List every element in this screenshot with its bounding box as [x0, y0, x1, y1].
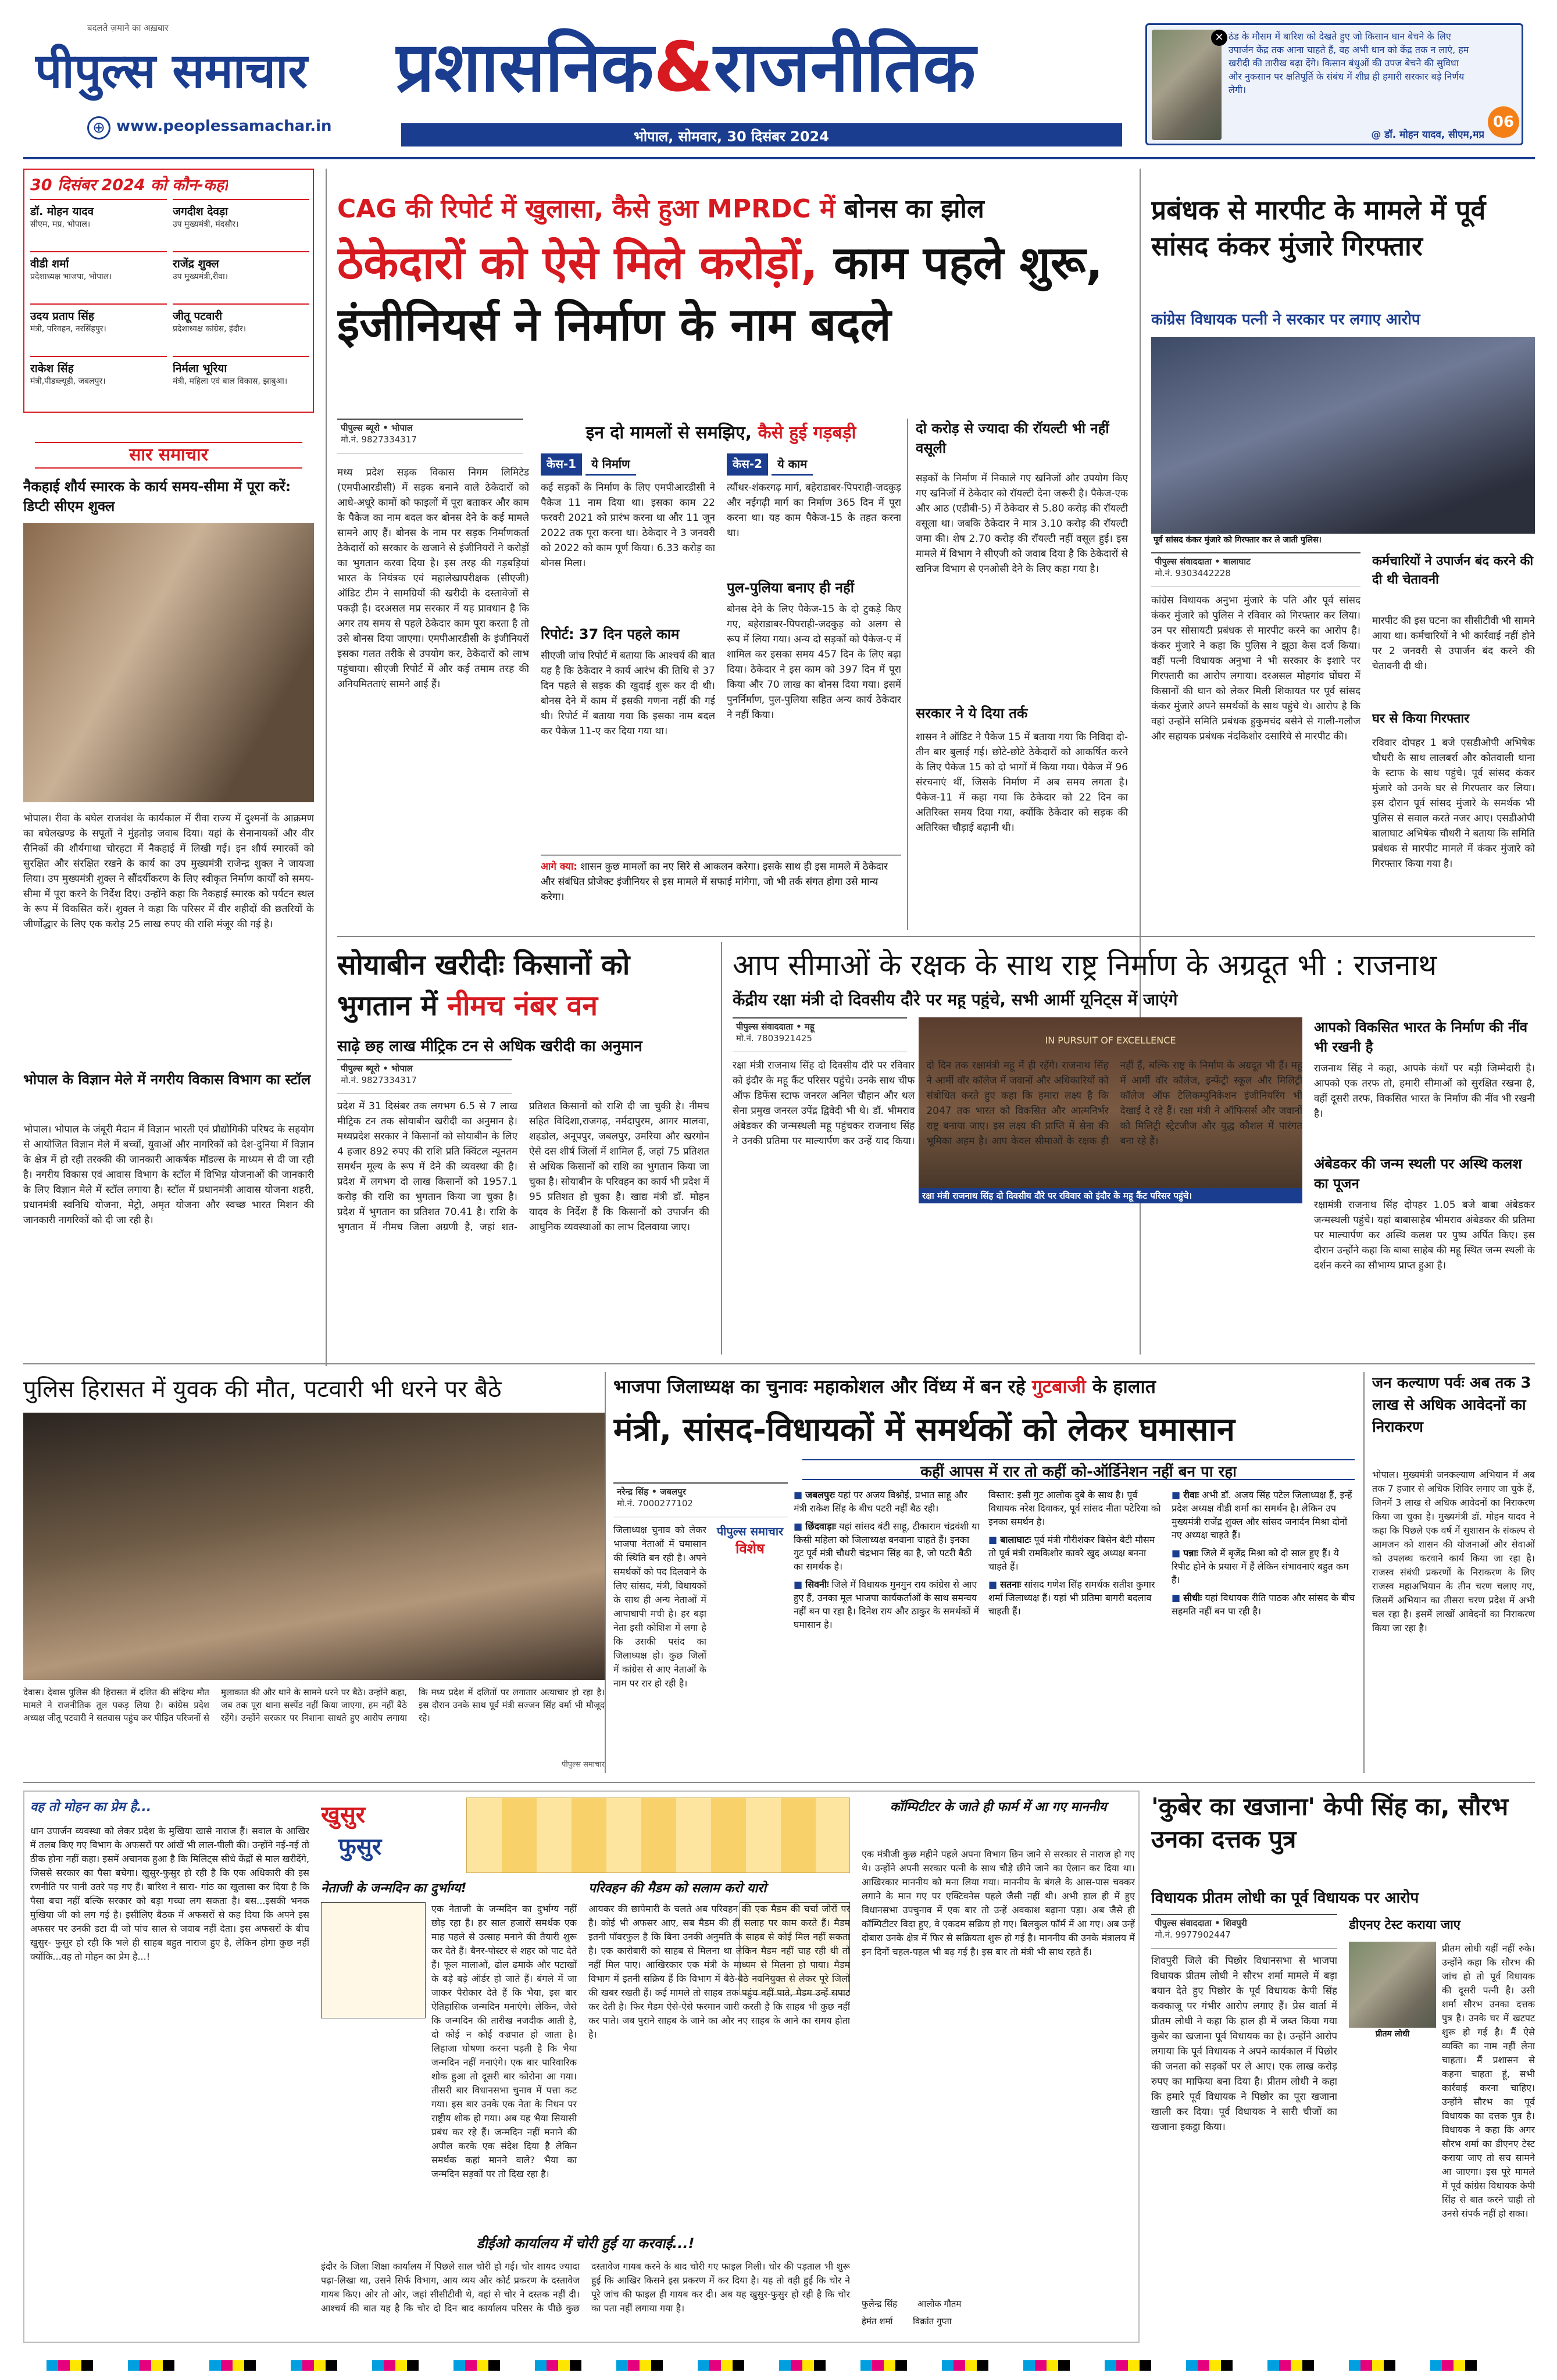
person-desc: मंत्री,पीडब्ल्यूडी, जबलपुर। — [30, 377, 106, 386]
bjp-kicker-red: गुटबाजी — [1031, 1375, 1086, 1398]
kuber-body: शिवपुरी जिले की पिछोर विधानसभा से भाजपा विधायक प्रीतम लोधी ने सौरभ शर्मा मामले में बड़ा बयान देते हुए पिछोर के पूर्व विधायक केपी सिंह कक्काजू पर गंभीर आरोप लगाए हैं। प्रेस वार्ता में प्रीतम लोधी ने कहा कि हाल ही में जब्त किया गया कुबेर का खजाना पूर्व विधायक का है। उन्होंने आरोप लगाया कि पूर्व विधायक ने अपने कार्यकाल में पिछोर की जनता को सड़कों पर ले आए। एक लाख करोड़ रुपए का माफिया बना दिया है। प्रीतम लोधी ने कहा कि हमारे पूर्व विधायक ने पिछोर का पूरा खजाना खाली कर दिया। पूर्व विधायक ने सारी चीजों का खजाना इकट्ठा किया। — [1151, 1955, 1337, 2133]
lead-headline-red: ठेकेदारों को ऐसे मिले करोड़ों, — [337, 237, 818, 290]
person-name: निर्मला भूरिया — [173, 362, 227, 375]
sarkar-tark-body: शासन ने ऑडिट ने पैकेज 15 में बताया गया कि निविदा दो-तीन बार बुलाई गई। छोटे-छोटे ठेकेदारों को आकर्षित करने के लिए पैकेज 15 को दो भागों में किया गया। पैकेज में 96 संरचनाएं थीं, जिसके निर्माण में अब समय लगता है। पैकेज-11 में कहा गया कि ठेकेदार को 22 दिन का अतिरिक्त समय दिया गया, क्योंकि ठेकेदार को सड़क की अतिरिक्त चौड़ाई बढ़ानी थी। — [916, 731, 1128, 834]
bjp-kicker — [613, 1372, 1358, 1401]
lead-headline — [337, 233, 1128, 413]
khusur-mid-head2: परिवहन की मैडम को सलाम करो यारो — [588, 1881, 766, 1896]
bjp-bullets-col3 — [1172, 1488, 1358, 1767]
list-item: ■ जबलपुरः यहां पर अजय विश्नोई, प्रभात साहू और मंत्री राकेश सिंह के बीच पटरी नहीं बैठ रही। — [794, 1489, 967, 1514]
bullet-text: जिले में बृजेंद्र मिश्रा को दो साल हुए हैं। ये रिपीट होने के प्रयास में हैं लेकिन संभावनाएं बहुत कम हैं। — [1172, 1548, 1349, 1585]
case1-sub: रिपोर्ट: 37 दिन पहले काम — [541, 626, 680, 642]
khusur-mid-head: नेताजी के जन्मदिन का दुर्भाग्य! — [321, 1881, 467, 1896]
section-title-2: राजनीतिक — [713, 27, 976, 107]
case2-title: ये काम — [772, 453, 813, 476]
rajnath-side-body2: रक्षामंत्री राजनाथ सिंह दोपहर 1.05 बजे बाबा अंबेडकर जन्मस्थली पहुंचे। यहां बाबासाहेब भीमराव अंबेडकर की प्रतिमा पर माल्यार्पण कर अस्थि कलश पर पुष्प अर्पित किए। इस दौरान उन्होंने कहा कि बाबा साहेब की महू स्थित जन्म स्थली के दर्शन करने का सौभाग्य प्राप्त हुआ है। — [1314, 1199, 1535, 1271]
section-amp: & — [653, 27, 714, 107]
lead-body: मध्य प्रदेश सड़क विकास निगम लिमिटेड (एमपीआरडीसी) में सड़क बनाने वाले ठेकेदारों को आधे-अधूरे कामों को फाइलों में पूरा बताकर और काम के पैकेज का नाम बदल कर बोनस देने के कई मामले सामने आए हैं। बोनस के नाम पर सड़क निर्माणकर्ता ठेकेदारों को सरकार के खजाने से इंजीनियरों ने करोड़ों का भुगतान करवा दिया है। इस तरह की गड़बड़ियां भारत के नियंत्रक एवं महालेखापरीक्षक (सीएजी) ऑडिट टीम ने सामग्रियों की खरीदी के दस्तावेजों से पकड़ी है। दरअसल मप्र सरकार में यह प्रावधान है कि अगर तय समय से पहले ठेकेदार काम पूरा करता है तो उसे बोनस दिया जाएगा। एमपीआरडीसी के इंजीनियरों इसका गलत तरीके से उपयोग कर, ठेकेदारों को लाभ पहुंचाया। सीएजी रिपोर्ट में और कई तमाम तरह की अनियमितताएं सामने आई हैं। — [337, 467, 529, 690]
list-item — [30, 199, 167, 249]
saar-item1-photo — [23, 523, 314, 802]
lead-kicker-2: बोनस का झोल — [844, 194, 984, 224]
bullet-place: सिवनीः — [805, 1579, 829, 1590]
kankar-side-head: कर्मचारियों ने उपार्जन बंद करने की दी थी चेतावनी — [1372, 554, 1534, 587]
kankar-body: कांग्रेस विधायक अनुभा मुंजारे के पति और पूर्व सांसद कंकर मुंजारे को पुलिस ने रविवार को गिरफ्तार कर लिया। उन पर सोसायटी प्रबंधक से मारपीट करने का आरोप है। कंकर मुंजारे ने कहा कि पुलिस ने झूठा केस दर्ज किया। वहीं पत्नी विधायक अनुभा ने भी सरकार के इशारे पर गिरफ्तारी का आरोप लगाया। दरअसल मोहगांव घोंघरा में किसानों की धान को लेकर मिली शिकायत पर पूर्व सांसद कंकर मुंजारे अपने समर्थकों के साथ पहुंचे थे। आरोप है कि वहां उन्होंने समिति प्रबंधक हुकुमचंद बसेने से गाली-गलौज और सहायक प्रबंधक नंदकिशोर दसारिये से मारपीट की। — [1151, 595, 1360, 742]
khusur-logo — [321, 1797, 460, 1873]
website-link[interactable]: www.peoplessamachar.in — [116, 117, 332, 135]
kuber-photo-caption: प्रीतम लोधी — [1349, 2028, 1436, 2040]
kankar-side-body: मारपीट की इस घटना का सीसीटीवी भी सामने आया था। कर्मचारियों ने भी कार्रवाई नहीं होने पर 2 जनवरी से उपार्जन बंद करने की चेतावनी दी थी। — [1372, 615, 1535, 672]
list-item: ■ बालाघाटः पूर्व मंत्री गौरीशंकर बिसेन बेटी मौसम तो पूर्व मंत्री रामकिशोर कावरे खुद अध्यक्ष बनना चाहते हैं। — [988, 1534, 1155, 1572]
byline-mobile: मो.नं. 7000277102 — [617, 1498, 693, 1509]
bjp-subhead: कहीं आपस में रार तो कहीं को-ऑर्डिनेशन नहीं बन पा रहा — [802, 1459, 1355, 1480]
explainer-title — [541, 419, 901, 448]
rajnath-photo-caption: रक्षा मंत्री राजनाथ सिंह दो दिवसीय दौरे पर रविवार को इंदौर के महू कैंट परिसर पहुंचे। — [919, 1188, 1302, 1203]
rajnath-headline: आप सीमाओं के रक्षक के साथ राष्ट्र निर्माण के अग्रदूत भी : राजनाथ — [733, 948, 1437, 982]
bullet-text: अभी डॉ. अजय सिंह पटेल जिलाध्यक्ष हैं, इन्हें प्रदेश अध्यक्ष वीडी शर्मा का समर्थन है। लेकिन उप मुख्यमंत्री राजेंद्र शुक्ल और सांसद जनार्दन मिश्रा दोनों नए अध्यक्ष चाहते हैं। — [1172, 1489, 1352, 1541]
bullet-text: जिले में विधायक मुनमुन राय कांग्रेस से आए हुए हैं, उनका मूल भाजपा कार्यकर्ताओं के साथ समन्वय नहीं बन पा रहा है। दिनेश राय और ठाकुर के समर्थकों में घमासान है। — [794, 1579, 979, 1630]
rajnath-side-body: राजनाथ सिंह ने कहा, आपके कंधों पर बड़ी जिम्मेदारी है। आपको एक तरफ तो, हमारी सीमाओं को सुरक्षित रखना है, वहीं दूसरी तरफ, विकसित भारत के निर्माण की नींव भी रखनी है। — [1314, 1063, 1535, 1120]
bullet-text: पूर्व मंत्री गौरीशंकर बिसेन बेटी मौसम तो पूर्व मंत्री रामकिशोर कावरे खुद अध्यक्ष बनना चाहते हैं। — [988, 1534, 1155, 1572]
bullet-place: बालाघाटः — [1000, 1534, 1031, 1545]
case2-header — [727, 453, 901, 476]
kankar-photo — [1151, 337, 1535, 546]
byline-text: पीपुल्स संवाददाता • बालाघाट — [1155, 556, 1251, 567]
credit-name: आलोक गौतम — [917, 2299, 962, 2309]
logo-text: पीपुल्स समाचार — [35, 44, 308, 99]
credit-name: विक्रांत गुप्ता — [913, 2316, 952, 2327]
person-name: जीतू पटवारी — [173, 310, 223, 323]
lead-kicker — [337, 189, 1128, 230]
soybean-headline — [337, 945, 709, 1032]
list-item — [173, 199, 309, 249]
person-desc: उप मुख्यमंत्री,रीवा। — [173, 272, 228, 281]
list-item — [30, 356, 167, 406]
list-item — [173, 251, 309, 301]
person-name: जगदीश देवड़ा — [173, 205, 228, 218]
kuber-headline: 'कुबेर का खजाना' केपी सिंह का, सौरभ उनका दत्तक पुत्र — [1151, 1792, 1509, 1853]
custody-credit: पीपुल्स समाचार — [562, 1760, 605, 1769]
list-item — [173, 356, 309, 406]
soybean-body: प्रदेश में 31 दिसंबर तक लगभग 6.5 से 7 लाख मीट्रिक टन तक सोयाबीन खरीदी का अनुमान है। मध्यप्रदेश सरकार ने किसानों को सोयाबीन के लिए 4 हजार 892 रुपए की राशि प्रति क्विंटल न्यूनतम समर्थन मूल्य के रूप में देने की व्यवस्था की है। प्रदेश में लगभग दो लाख किसानों को 1957.1 करोड़ की राशि का भुगतान किया जा चुका है। प्रदेश में भुगतान का प्रतिशत 70.41 है। राशि के भुगतान में नीमच जिला अग्रणी है, जहां शत-प्रतिशत किसानों को राशि दी जा चुकी है। नीमच सहित विदिशा,राजगढ़, नर्मदापुरम, आगर मालवा, शहडोल, अनूपपुर, जबलपुर, उमरिया और खरगोन ऐसे दस शीर्ष जिलों में शामिल हैं, जहां 75 प्रतिशत से अधिक किसानों को राशि का भुगतान किया जा चुका है। सोयाबीन के परिवहन का कार्य भी प्रदेश में 95 प्रतिशत हो चुका है। खाद्य मंत्री डॉ. मोहन यादव के निर्देश हैं कि किसानों को उपार्जन की आधुनिक व्यवस्थाओं का लाभ दिलवाया जाए। — [337, 1100, 709, 1233]
rajnath-body: रक्षा मंत्री राजनाथ सिंह दो दिवसीय दौरे पर रविवार को इंदौर के महू कैंट परिसर पहुंचे। उनके साथ चीफ ऑफ डिफेंस स्टाफ जनरल अनिल चौहान और थल सेना प्रमुख जनरल उपेंद्र द्विवेदी भी थे। डॉ. भीमराव अंबेडकर की जन्मस्थली महू पहुंचकर राजनाथ सिंह ने उनकी प्रतिमा पर माल्यार्पण कर उन्हें याद किया। दो दिन तक रक्षामंत्री महू में ही रहेंगे। राजनाथ सिंह ने आर्मी वॉर कॉलेज में जवानों और अधिकारियों को संबोधित करते हुए कहा कि हमारा लक्ष्य है कि 2047 तक भारत को विकसित और आत्मनिर्भर राष्ट्र बनाया जाए। इस लक्ष्य की प्राप्ति में सेना की भूमिका अहम है। आप केवल सीमाओं के रक्षक ही नहीं हैं, बल्कि राष्ट्र के निर्माण के अग्रदूत भी हैं। महू में आर्मी वॉर कॉलेज, इन्फेंट्री स्कूल और मिलिट्री कॉलेज ऑफ टेलिकम्युनिकेशन इंजीनियरिंग भी देखाई दे रहे हैं। रक्षा मंत्री ने ऑफिसर्स और जवानों को मिलिट्री स्ट्रेटजीज और युद्ध कौशल में पारंगत बना रहे हैं। — [733, 1060, 1302, 1147]
byline-mobile: मो.नं. 9303442228 — [1155, 568, 1231, 578]
list-item — [988, 1488, 1163, 1528]
khusur-credits — [862, 2295, 1135, 2336]
bullet-place: जबलपुरः — [805, 1489, 835, 1500]
kankar-byline — [1151, 552, 1360, 587]
bullet-place: छिंदवाड़ाः — [805, 1521, 837, 1532]
saar-item1-head: नैकहाई शौर्य स्मारक के कार्य समय-सीमा में पूरा करें: डिप्टी सीएम शुक्ल — [23, 478, 291, 514]
date-text: भोपाल, सोमवार, 30 दिसंबर 2024 — [634, 128, 829, 145]
case2-body: त्यौंथर-शंकरगढ़ मार्ग, बहेराडाबर-पिपराही-जदकुड़ और नईगढ़ी मार्ग का निर्माण 365 दिन में पूरा करना था। यह काम पैकेज-15 के तहत करना था। — [727, 482, 901, 539]
vishesh-badge — [709, 1523, 791, 1581]
sarkar-tark-head: सरकार ने ये दिया तर्क — [916, 705, 1028, 721]
soybean-byline — [337, 1059, 512, 1094]
explainer-title-2: कैसे हुई गड़बड़ी — [758, 423, 856, 443]
lead-headline-rest: काम पहले शुरू, इंजीनियर्स ने निर्माण के नाम बदले — [337, 237, 1103, 351]
bjp-byline — [613, 1482, 788, 1517]
khusur-mid-body: एक नेताजी के जन्मदिन का दुर्भाग्य नहीं छोड़ रहा है। हर साल हजारों समर्थक एक माह पहले से उत्साह मनाने की तैयारी शुरू कर देते हैं। बैनर-पोस्टर से शहर को पाट देते हैं। फूल मालाओं, ढोल ढमाके और पटाखों के बड़े बड़े ऑर्डर हो जाते हैं। बंगले में जा जाकर पैरोकार देते हैं कि भैया, इस बार ऐतिहासिक जन्मदिन मनाएंगे। लेकिन, जैसे कि जन्मदिन की तारीख नजदीक आती है, दो कोई न कोई वज्रपात हो जाता है। लिहाजा घोषणा करना पड़ती है कि भैया जन्मदिन नहीं मनाएंगे। एक बार पारिवारिक शोक हुआ तो दूसरी बार कोरोना आ गया। तीसरी बार विधानसभा चुनाव में पत्ता कट गया। इस बार उनके एक नेता के निधन पर राष्ट्रीय शोक हो गया। अब यह भैया सियासी प्रबंध कर रहे हैं। जन्मदिन नहीं मनाने की अपील करके एक संदेश दिया है लेकिन समर्थक कहां मानने वाले? भैया का जन्मदिन सड़कों पर तो दिख रहा है। — [431, 1903, 577, 2179]
dio-head: डीईओ कार्यालय में चोरी हुई या करवाई...! — [476, 2235, 695, 2252]
saar-item2-head: भोपाल के विज्ञान मेले में नगरीय विकास विभाग का स्टॉल — [23, 1071, 311, 1088]
excellence-banner: IN PURSUIT OF EXCELLENCE — [1045, 1035, 1176, 1046]
vishesh-logo: पीपुल्स समाचार — [716, 1524, 784, 1538]
person-desc: प्रदेशाध्यक्ष भाजपा, भोपाल। — [30, 272, 112, 281]
person-name: राकेश सिंह — [30, 362, 74, 375]
lead-kicker-1: CAG की रिपोर्ट में खुलासा, कैसे हुआ MPRDC में — [337, 194, 835, 224]
list-item: ■ सिवनीः जिले में विधायक मुनमुन राय कांग्रेस से आए हुए हैं, उनका मूल भाजपा कार्यकर्ताओं के साथ समन्वय नहीं बन पा रहा है। दिनेश राय और ठाकुर के समर्थकों में घमासान है। — [794, 1579, 979, 1630]
bjp-bullets-col2 — [988, 1488, 1163, 1767]
person-desc: प्रदेशाध्यक्ष कांग्रेस, इंदौर। — [173, 324, 247, 334]
aage-kya-box — [541, 855, 901, 919]
rajnath-byline — [733, 1017, 907, 1052]
lead-byline — [337, 419, 523, 453]
bjp-bullets-col1 — [794, 1488, 980, 1767]
saar-item1-body: भोपाल। रीवा के बघेल राजवंश के कार्यकाल में रीवा राज्य में दुश्मनों के आक्रमण का बघेलखण्ड के सपूतों ने मुंहतोड़ जवाब दिया। यहां के सेनानायकों और वीर सैनिकों की शौर्यगाथा चोरहटा में नैकहाई में लिखी गई। इन शौर्य स्मारकों को सुरक्षित और संरक्षित रखने के कार्य का उप मुख्यमंत्री राजेन्द्र शुक्ल ने जायजा लिया। उप मुख्यमंत्री शुक्ल ने सौंदर्यीकरण के लिए स्वीकृत निर्माण कार्यों को समय-सीमा में पूरा करने के निर्देश दिए। उन्होंने कहा कि नैकहाई स्मारक को पर्यटन स्थल के रूप में विकसित करें। शुक्ल ने कहा कि परिसर में वीर शहीदों की छतरियों के जीर्णोद्धार के लिए एक करोड़ 25 लाख रुपए की राशि मंजूर की गई है। — [23, 813, 314, 930]
jankalyan-body: भोपाल। मुख्यमंत्री जनकल्याण अभियान में अब तक 7 हजार से अधिक शिविर लगाए जा चुके हैं, जिनमें 3 लाख से अधिक आवेदनों का निराकरण किया जा चुका है। मुख्यमंत्री डॉ. मोहन यादव ने कहा कि पिछले एक वर्ष में सुशासन के संकल्प से आमजन को शासन की योजनाओं और सेवाओं को उपलब्ध करवाने कार्य किया जा रहा है। राजस्व संबंधी प्रकरणों के निराकरण के लिए राजस्व महाअभियान के तीन चरण चलाए गए, जिसमें अभियान का तीसरा चरण प्रदेश में अभी चल रहा है। इसमें लाखों आवेदनों का निराकरण किया जा रहा है। — [1372, 1469, 1535, 1634]
aage-body: शासन कुछ मामलों का नए सिरे से आकलन करेगा। इसके साथ ही इस मामले में ठेकेदार और संबंधित प्रोजेक्ट इंजीनियर से इस मामले में सफाई मांगेगा, जो भी तर्क संगत होगा उसे मान्य करेगा। — [541, 861, 888, 903]
kankar-subhead: कांग्रेस विधायक पत्नी ने सरकार पर लगाए आरोप — [1151, 311, 1420, 328]
bullet-text: यहां पर अजय विश्नोई, प्रभात साहू और मंत्री राकेश सिंह के बीच पटरी नहीं बैठ रही। — [794, 1489, 967, 1514]
saar-item2-body: भोपाल। भोपाल के जंबूरी मैदान में विज्ञान भारती एवं प्रौद्योगिकी परिषद के सहयोग से आयोजित विज्ञान मेले में बच्चों, युवाओं और नागरिकों को देश-दुनिया में विज्ञान के क्षेत्र में हो रही तरक्की की जानकारी आकर्षक मॉडल्स के माध्यम से दी जा रही है। नगरीय विकास एवं आवास विभाग के स्टॉल में विभिन्न योजनाओं की जानकारी के लिए विज्ञान मेले में स्टॉल लगाया है। स्टॉल में प्रधानमंत्री आवास योजना शहरी, प्रधानमंत्री स्वनिधि योजना, मेट्रो, अमृत योजना और स्वच्छ भारत मिशन की जानकारी नागरिकों को दी जा रही है। — [23, 1124, 314, 1226]
kuber-byline — [1151, 1914, 1337, 1949]
person-name: वीडी शर्मा — [30, 258, 69, 270]
list-item — [173, 303, 309, 353]
kankar-side-body2: रविवार दोपहर 1 बजे एसडीओपी अभिषेक चौधरी के साथ लालबर्रा और कोतवाली थाना के स्टाफ के साथ पहुंचे। पूर्व सांसद कंकर मुंजारे को उनके घर से गिरफ्तार कर लिया। इस दौरान पूर्व सांसद मुंजारे के समर्थक भी पुलिस से सवाल करते नजर आए। एसडीओपी बालाघाट अभिषेक चौधरी ने बताया कि समिति प्रबंधक से मारपीट मामले में कंकर मुंजारे को गिरफ्तार किया गया है। — [1372, 737, 1535, 870]
person-desc: सीएम, मप्र, भोपाल। — [30, 220, 91, 229]
cm-quote-box — [1145, 23, 1523, 145]
bullet-text: यहां सांसद बंटी साहू, टीकाराम चंद्रवंशी या किसी महिला को जिलाध्यक्ष बनवाना चाहते हैं। इनका गुट पूर्व मंत्री चौधरी चंद्रभान सिंह का है, जो पटरी बैठी का समर्थक है। — [794, 1521, 980, 1572]
case1-label: केस-1 — [541, 453, 582, 476]
khusur-logo-2: फुसुर — [338, 1834, 382, 1860]
bjp-kicker-1: भाजपा जिलाध्यक्ष का चुनावः महाकोशल और विंध्य में बन रहे — [613, 1375, 1026, 1398]
byline-text: नरेन्द्र सिंह • जबलपुर — [617, 1486, 686, 1497]
khusur-section — [23, 1791, 1140, 2343]
list-item — [30, 303, 167, 353]
case2-sub: पुल-पुलिया बनाए ही नहीं — [727, 580, 854, 596]
custody-caption: देवास। देवास पुलिस की हिरासत में दलित की संदिग्ध मौत मामले ने राजनीतिक तूल पकड़ लिया है। कांग्रेस प्रदेश अध्यक्ष जीतू पटवारी ने सतवास पहुंच कर पीड़ित परिजनों से मुलाकात की और थाने के सामने धरने पर बैठे। उन्होंने कहा, जब तक पूरा थाना सस्पेंड नहीं किया जाएगा, हम नहीं बैठे रहेंगे। उन्होंने सरकार पर निशाना साधते हुए आरोप लगाया कि मध्य प्रदेश में दलितों पर लगातार अत्याचार हो रहा है। इस दौरान उनके साथ पूर्व मंत्री सज्जन सिंह वर्मा भी मौजूद रहे। — [23, 1687, 605, 1723]
person-desc: मंत्री, परिवहन, नरसिंहपुर। — [30, 324, 106, 334]
khusur-cartoon — [466, 1797, 850, 1873]
who-where-box — [23, 169, 314, 413]
who-where-list — [30, 199, 309, 408]
soybean-headline-1: सोयाबीन खरीदीः किसानों को भुगतान में — [337, 949, 630, 1022]
masthead — [0, 0, 1557, 157]
masthead-tagline: बदलते ज़माने का अख़बार — [87, 23, 169, 33]
cm-photo — [1152, 30, 1222, 140]
vishesh-label: विशेष — [735, 1541, 765, 1557]
byline-text: पीपुल्स ब्यूरो • भोपाल — [341, 1063, 413, 1074]
custody-photo — [23, 1413, 605, 1680]
x-social-icon: ✕ — [1211, 30, 1227, 46]
saar-label: सार समाचार — [35, 442, 302, 469]
bjp-headline: मंत्री, सांसद-विधायकों में समर्थकों को लेकर घमासान — [613, 1411, 1235, 1449]
jankalyan-headline: जन कल्याण पर्वः अब तक 3 लाख से अधिक आवेदनों का निराकरण — [1372, 1374, 1531, 1436]
khusur-logo-1: खुसुर — [321, 1802, 366, 1828]
kankar-photo-caption: पूर्व सांसद कंकर मुंजारे को गिरफ्तार कर ले जाती पुलिस। — [1151, 534, 1535, 546]
soybean-subhead: साढ़े छह लाख मीट्रिक टन से अधिक खरीदी का अनुमान — [337, 1038, 642, 1055]
date-strip — [401, 123, 1122, 146]
royalty-head: दो करोड़ से ज्यादा की रॉयल्टी भी नहीं वसूली — [916, 420, 1109, 456]
section-title-1: प्रशासनिक — [395, 27, 654, 107]
khusur-right-head: कॉम्पिटीटर के जाते ही फार्म में आ गए माननीय — [890, 1800, 1107, 1814]
list-item: ■ पन्नाः जिले में बृजेंद्र मिश्रा को दो साल हुए हैं। ये रिपीट होने के प्रयास में हैं लेकिन संभावनाएं बहुत कम हैं। — [1172, 1548, 1349, 1585]
custody-headline: पुलिस हिरासत में युवक की मौत, पटवारी भी धरने पर बैठे — [23, 1376, 502, 1403]
rajnath-subhead: केंद्रीय रक्षा मंत्री दो दिवसीय दौरे पर महू पहुंचे, सभी आर्मी यूनिट्स में जाएंगे — [733, 990, 1178, 1009]
byline-mobile: मो.नं. 9977902447 — [1155, 1929, 1231, 1940]
rajnath-side-head: आपको विकसित भारत के निर्माण की नींव भी रखनी है — [1314, 1019, 1528, 1055]
rajnath-side-head2: अंबेडकर की जन्म स्थली पर अस्थि कलश का पूजन — [1314, 1156, 1522, 1192]
byline-text: पीपुल्स संवाददाता • महू — [736, 1021, 815, 1032]
kuber-side-body: प्रीतम लोधी यहीं नहीं रुके। उन्होंने कहा कि सौरभ की जांच हो तो पूर्व विधायक की दूसरी पत्नी है। उसी शर्मा सौरभ उनका दत्तक पुत्र है। उनके घर में खटपट शुरू हो गई है। मैं ऐसे व्यक्ति का नाम नहीं लेना चाहता। मैं प्रशासन से कहना चाहता हूं, सभी कार्रवाई करना चाहिए। उन्होंने सौरभ का पूर्व विधायक का दत्तक पुत्र है। विधायक ने कहा कि अगर सौरभ शर्मा का डीएनए टेस्ट कराया जाए तो सच सामने आ जाएगा। इस पूरे मामले में पूर्व कांग्रेस विधायक केपी सिंह से बात करने चाही तो उनसे संपर्क नहीं हो सका। — [1442, 1943, 1535, 2219]
byline-mobile: मो.नं. 7803921425 — [736, 1033, 812, 1044]
person-name: राजेंद्र शुक्ल — [173, 258, 219, 270]
bullet-text: यहां विधायक रीति पाठक और सांसद के बीच सहमति नहीं बन पा रही है। — [1172, 1592, 1355, 1617]
kuber-subhead: विधायक प्रीतम लोधी का पूर्व विधायक पर आरोप — [1151, 1889, 1419, 1907]
person-name: डॉ. मोहन यादव — [30, 205, 94, 218]
person-name: उदय प्रताप सिंह — [30, 310, 94, 323]
case1-sub-body: सीएजी जांच रिपोर्ट में बताया कि आश्चर्य की बात यह है कि ठेकेदार ने कार्य आरंभ की तिथि से 37 दिन पहले से सड़क की खुदाई शुरू कर दी थी। बोनस देने में काम में इसकी गणना नहीं की गई थी। रिपोर्ट में बताया गया कि इसका नाम बदल कर पैकेज 11-ए कर दिया गया था। — [541, 650, 715, 737]
bjp-kicker-2: के हालात — [1092, 1375, 1156, 1398]
khusur-left-head: वह तो मोहन का प्रेम है... — [30, 1800, 152, 1814]
bjp-intro: जिलाध्यक्ष चुनाव को लेकर भाजपा नेताओं में घमासान की स्थिति बन रही है। अपने समर्थकों को पद दिलवाने के लिए सांसद, मंत्री, विधायकों के साथ ही अन्य नेताओं में आपाधापी मची है। हर बड़ा नेता इसी कोशिश में लगा है कि उसकी पसंद का जिलाध्यक्ष हो। कुछ जिलों में कांग्रेस से आए नेताओं के नाम पर रार हो रही है। — [613, 1524, 706, 1689]
list-item: ■ सतनाः सांसद गणेश सिंह समर्थक सतीश कुमार शर्मा जिलाध्यक्ष हैं। यहां भी प्रतिमा बागरी बदलाव चाहती हैं। — [988, 1579, 1155, 1617]
case2-label: केस-2 — [727, 453, 768, 476]
bullet-text: सांसद गणेश सिंह समर्थक सतीश कुमार शर्मा जिलाध्यक्ष हैं। यहां भी प्रतिमा बागरी बदलाव चाहती हैं। — [988, 1579, 1155, 1617]
list-item: ■ छिंदवाड़ाः यहां सांसद बंटी साहू, टीकाराम चंद्रवंशी या किसी महिला को जिलाध्यक्ष बनवाना चाहते हैं। इनका गुट पूर्व मंत्री चौधरी चंद्रभान सिंह का है, जो पटरी बैठी का समर्थक है। — [794, 1521, 980, 1572]
who-where-title: 30 दिसंबर 2024 को कौन-कहां — [30, 176, 228, 194]
soybean-headline-red: नीमच नंबर वन — [447, 989, 598, 1022]
khusur-mid-body2: आयकर की छापेमारी के चलते अब परिवहन की एक मैडम की चर्चा जोरों पर है। कोई भी अफसर आए, सब मैडम की ही सलाह पर काम करते हैं। मैडम इतनी पॉवरफुल है कि बिना उनकी अनुमति के साहब से कोई मिल नहीं सकता है। एक कारोबारी को साहब से मिलना था लेकिन मैडम नहीं चाह रही थी तो नहीं मिल पाए। आखिरकार एक मंत्री के माध्यम से मिलना हो पाया। मैडम विभाग में इतनी सक्रिय हैं कि विभाग में बैठे-बैठे नवनियुक्त से लेकर पूरे जिलों की खबर रखती हैं। कई मामले तो साहब तक पहुंच नहीं पाते, मैडम उन्हें सपाट कर देती है। फिर मैडम ऐसे-ऐसे फरमान जारी करती है कि साहब भी कुछ नहीं कर पाते। जब पुराने साहब के जाने का और नए साहब के आने का समय होता है। — [588, 1903, 850, 2040]
list-item: ■ रीवाः अभी डॉ. अजय सिंह पटेल जिलाध्यक्ष हैं, इन्हें प्रदेश अध्यक्ष वीडी शर्मा का समर्थन है। लेकिन उप मुख्यमंत्री राजेंद्र शुक्ल और सांसद जनार्दन मिश्रा दोनों नए अध्यक्ष चाहते हैं। — [1172, 1489, 1352, 1541]
person-desc: उप मुख्यमंत्री, मंदसौर। — [173, 220, 239, 229]
byline-mobile: मो.नं. 9827334317 — [341, 434, 417, 445]
bullet-place: पन्नाः — [1183, 1548, 1198, 1559]
dio-body: इंदौर के जिला शिक्षा कार्यालय में पिछले साल चोरी हो गई। चोर शायद ज्यादा पढ़ा-लिखा था, उसने सिर्फ विभाग, आय व्यय और कोर्ट प्रकरण के दस्तावेज गायब किए। ओर तो ओर, जहां सीसीटीवी थे, वहां से चोर ने दस्तक नहीं दी। आश्चर्य की बात यह है कि चोर दो दिन बाद कार्यालय परिसर के पीछे कुछ दस्तावेज गायब करने के बाद चोरी गए फाइल मिली। चोर की पड़ताल भी शुरू हुई कि आखिर किसने इस प्रकरण में कर दिया है। यह तो वही हुई कि चोर ने पूरे जांच की फाइल ही गायब कर दी। अब यह खुसुर-फुसुर हो रही है कि चोर का पता नहीं लगाया गया है। — [321, 2261, 850, 2314]
cm-quote-author: @ डॉ. मोहन यादव, सीएम,मप्र — [1371, 129, 1484, 141]
khusur-right-body: एक मंत्रीजी कुछ महीने पहले अपना विभाग छिन जाने से सरकार से नाराज हो गए थे। उन्होंने अपनी सरकार पत्नी के साथ चौड़े छीने जाने का ऐलान कर दिया था। आखिरकार माननीय को मना लिया गया। माननीय के बंगले के आस-पास चक्कर लगाने के मान गए पर एक्टिवनेस पहले जैसी नहीं थी। अभी हाल ही में हुए विधानसभा उपचुनाव में एक बार तो उन्हें अवकाश बढ़ाना पड़ा। अब जैसे ही कॉम्पिटीटर विदा हुए, वे एकदम सक्रिय हो गए। बिलकुल फॉर्म में आ गए। अब उन्हें दोबारा उनके क्षेत्र में फिर से सक्रियता शुरू हो गई है। माननीय की उनके मंत्रालय में इन दिनों चहल-पहल भी बढ़ गई है। इस बार तो मंत्री भी साथ रहते हैं। — [862, 1849, 1135, 1957]
case1-header — [541, 453, 715, 476]
case2-sub-body: बोनस देने के लिए पैकेज-15 के दो टुकड़े किए गए, बहेराडाबर-पिपराही-जदकुड़ को अलग से रूप में लिया गया। अन्य दो सड़कों को पैकेज-ए में शामिल कर इसका समय 457 दिन के लिए बढ़ा दिया। ठेकेदार ने इस काम को 397 दिन में पूरा किया और 70 लाख का बोनस दिया गया। इसमें पुनर्निर्माण, पुल-पुलिया सहित अन्य कार्य ठेकेदार ने नहीं किया। — [727, 603, 901, 721]
kankar-headline: प्रबंधक से मारपीट के मामले में पूर्व सांसद कंकर मुंजारे गिरफ्तार — [1151, 194, 1486, 262]
credit-name: फुलेन्द्र सिंह — [862, 2299, 898, 2309]
list-item: ■ सीधीः यहां विधायक रीति पाठक और सांसद के बीच सहमति नहीं बन पा रही है। — [1172, 1592, 1355, 1617]
aage-label: आगे क्या: — [541, 861, 578, 873]
byline-mobile: मो.नं. 9827334317 — [341, 1075, 417, 1085]
explainer-title-1: इन दो मामलों से समझिए, — [585, 423, 752, 443]
kankar-side-head2: घर से किया गिरफ्तार — [1372, 712, 1470, 726]
globe-icon: ⊕ — [87, 116, 110, 140]
khusur-left-body: धान उपार्जन व्यवस्था को लेकर प्रदेश के मुखिया खासे नाराज हैं। सवाल के आखिर में तलब किए गए विभाग के अफसरों पर आंखें भी लाल-पीली की। उन्होंने नई-नई तो ठीक होना नहीं कहा। इसमें अचानक हुआ है कि मिलिट्स सीधे केंद्रों से माल खरीदेंगे, जिससे सरकार का पैसा बचेगा। खुसुर-फुसुर हो रही है कि एक अधिकारी की इस रणनीति पर पानी उतरे पड़ गए हैं। बारिश ने सारा- गांठ का खुलासा कर दिया है कि पैसा बचा नहीं बल्कि सरकार को बड़ा गच्चा लग सकता है। बस...इसकी भनक मुखिया जी को लग गई है। इसीलिए बैठक में अफसरों से कह दिया कि अपने इस अफसर पर उनकी डटा दी जो पांच साल से जवाब नहीं देता। इस अफसरों के बीच खुसुर- फुसुर हो रही कि भले ही साहब बहुत नाराज हुए है, लेकिन होगा कुछ नहीं क्योंकि...वह तो मोहन का प्रेम है...! — [30, 1825, 309, 1962]
kuber-side-head: डीएनए टेस्ट कराया जाए — [1349, 1918, 1460, 1932]
cm-quote-text: ठंड के मौसम में बारिश को देखते हुए जो किसान धान बेचने के लिए उपार्जन केंद्र तक आना चाहते हैं, वह अभी धान को केंद्र तक न लाएं, हम खरीदी की तारीख बढ़ा देंगे। किसान बंधुओं की उपज बेचने की सुविधा और नुकसान पर क्षतिपूर्ति के संबंध में शीघ्र ही हमारी सरकार बड़े निर्णय लेगी। — [1229, 31, 1469, 95]
page-number: 06 — [1488, 106, 1519, 138]
bullet-place: सीधीः — [1183, 1592, 1202, 1603]
case1-body: कई सड़कों के निर्माण के लिए एमपीआरडीसी ने पैकेज 11 नाम दिया था। इसका काम 22 फरवरी 2021 को प्रारंभ करना था और 11 जून 2022 तक पूरा करना था। ठेकेदार ने 3 जनवरी को 2022 को काम पूर्ण किया। 6.33 करोड़ का बोनस मिला। — [541, 482, 715, 569]
case1-title: ये निर्माण — [585, 453, 635, 476]
person-desc: मंत्री, महिला एवं बाल विकास, झाबुआ। — [173, 377, 288, 386]
list-item — [30, 251, 167, 301]
byline-text: पीपुल्स ब्यूरो • भोपाल — [341, 423, 413, 433]
print-color-strip — [47, 2360, 1512, 2371]
byline-text: पीपुल्स संवाददाता • शिवपुरी — [1155, 1918, 1247, 1928]
bullet-text: विस्तार: इसी गुट आलोक दुबे के साथ है। पूर्व विधायक नरेश दिवाकर, पूर्व सांसद नीता पटेरिया को इनका समर्थन है। — [988, 1489, 1161, 1527]
bullet-place: रीवाः — [1183, 1489, 1199, 1500]
royalty-body: सड़कों के निर्माण में निकाले गए खनिजों और उपयोग किए गए खनिजों में ठेकेदार को रॉयल्टी देना जरूरी है। पैकेज-एक और आठ (एडीबी-5) में ठेकेदार से 5.80 करोड़ की रॉयल्टी वसूला था। जबकि ठेकेदार ने मात्र 3.10 करोड़ की रॉयल्टी जमा की। शेष 2.70 करोड़ की रॉयल्टी नहीं वसूल हुई। इस मामले में विभाग ने सीएजी को जवाब दिया है कि ठेकेदारों से खनिज विभाग से एनओसी देने के लिए कहा गया है। — [916, 473, 1128, 575]
section-title — [395, 17, 1128, 116]
bullet-place: सतनाः — [1000, 1579, 1022, 1590]
credit-name: हेमंत शर्मा — [862, 2316, 893, 2327]
